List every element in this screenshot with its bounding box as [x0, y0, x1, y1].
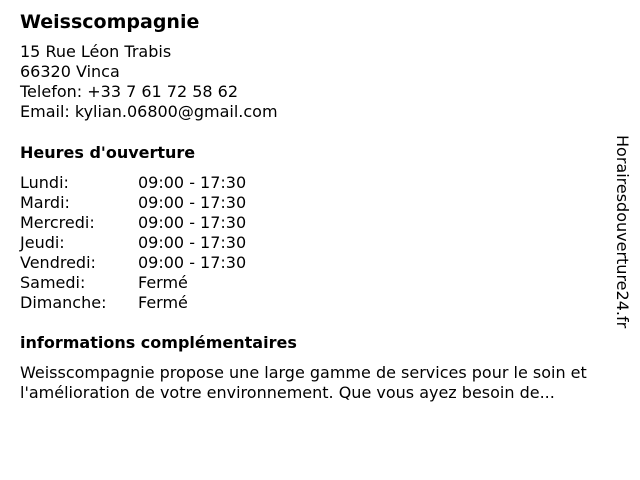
- business-description: Weisscompagnie propose une large gamme de services pour le soin et l'amélioration de votre environnement. Que vous ayez besoin de...: [20, 363, 587, 402]
- additional-info-heading: informations complémentaires: [20, 333, 297, 352]
- day-label: Dimanche:: [20, 293, 107, 312]
- day-hours: Fermé: [138, 273, 188, 292]
- hours-row: [20, 293, 620, 313]
- hours-row: [20, 253, 620, 273]
- city-postal-code: 66320 Vinca: [20, 62, 120, 81]
- day-hours: 09:00 - 17:30: [138, 173, 247, 192]
- opening-hours-table: [20, 173, 620, 313]
- hours-row: [20, 173, 620, 193]
- phone-number: Telefon: +33 7 61 72 58 62: [20, 82, 239, 101]
- day-label: Mardi:: [20, 193, 70, 212]
- day-label: Vendredi:: [20, 253, 96, 272]
- hours-row: [20, 273, 620, 293]
- hours-row: [20, 193, 620, 213]
- hours-row: [20, 233, 620, 253]
- opening-hours-heading: Heures d'ouverture: [20, 143, 196, 162]
- day-label: Lundi:: [20, 173, 69, 192]
- day-hours: 09:00 - 17:30: [138, 233, 247, 252]
- day-label: Mercredi:: [20, 213, 95, 232]
- street-address: 15 Rue Léon Trabis: [20, 42, 172, 61]
- day-hours: 09:00 - 17:30: [138, 253, 247, 272]
- business-name: Weisscompagnie: [20, 11, 200, 33]
- day-label: Jeudi:: [20, 233, 65, 252]
- day-hours: 09:00 - 17:30: [138, 193, 247, 212]
- hours-row: [20, 213, 620, 233]
- email-address: Email: kylian.06800@gmail.com: [20, 102, 278, 121]
- day-hours: 09:00 - 17:30: [138, 213, 247, 232]
- business-card: [20, 10, 620, 403]
- site-watermark: Horairesdouverture24.fr: [613, 135, 632, 329]
- day-label: Samedi:: [20, 273, 86, 292]
- day-hours: Fermé: [138, 293, 188, 312]
